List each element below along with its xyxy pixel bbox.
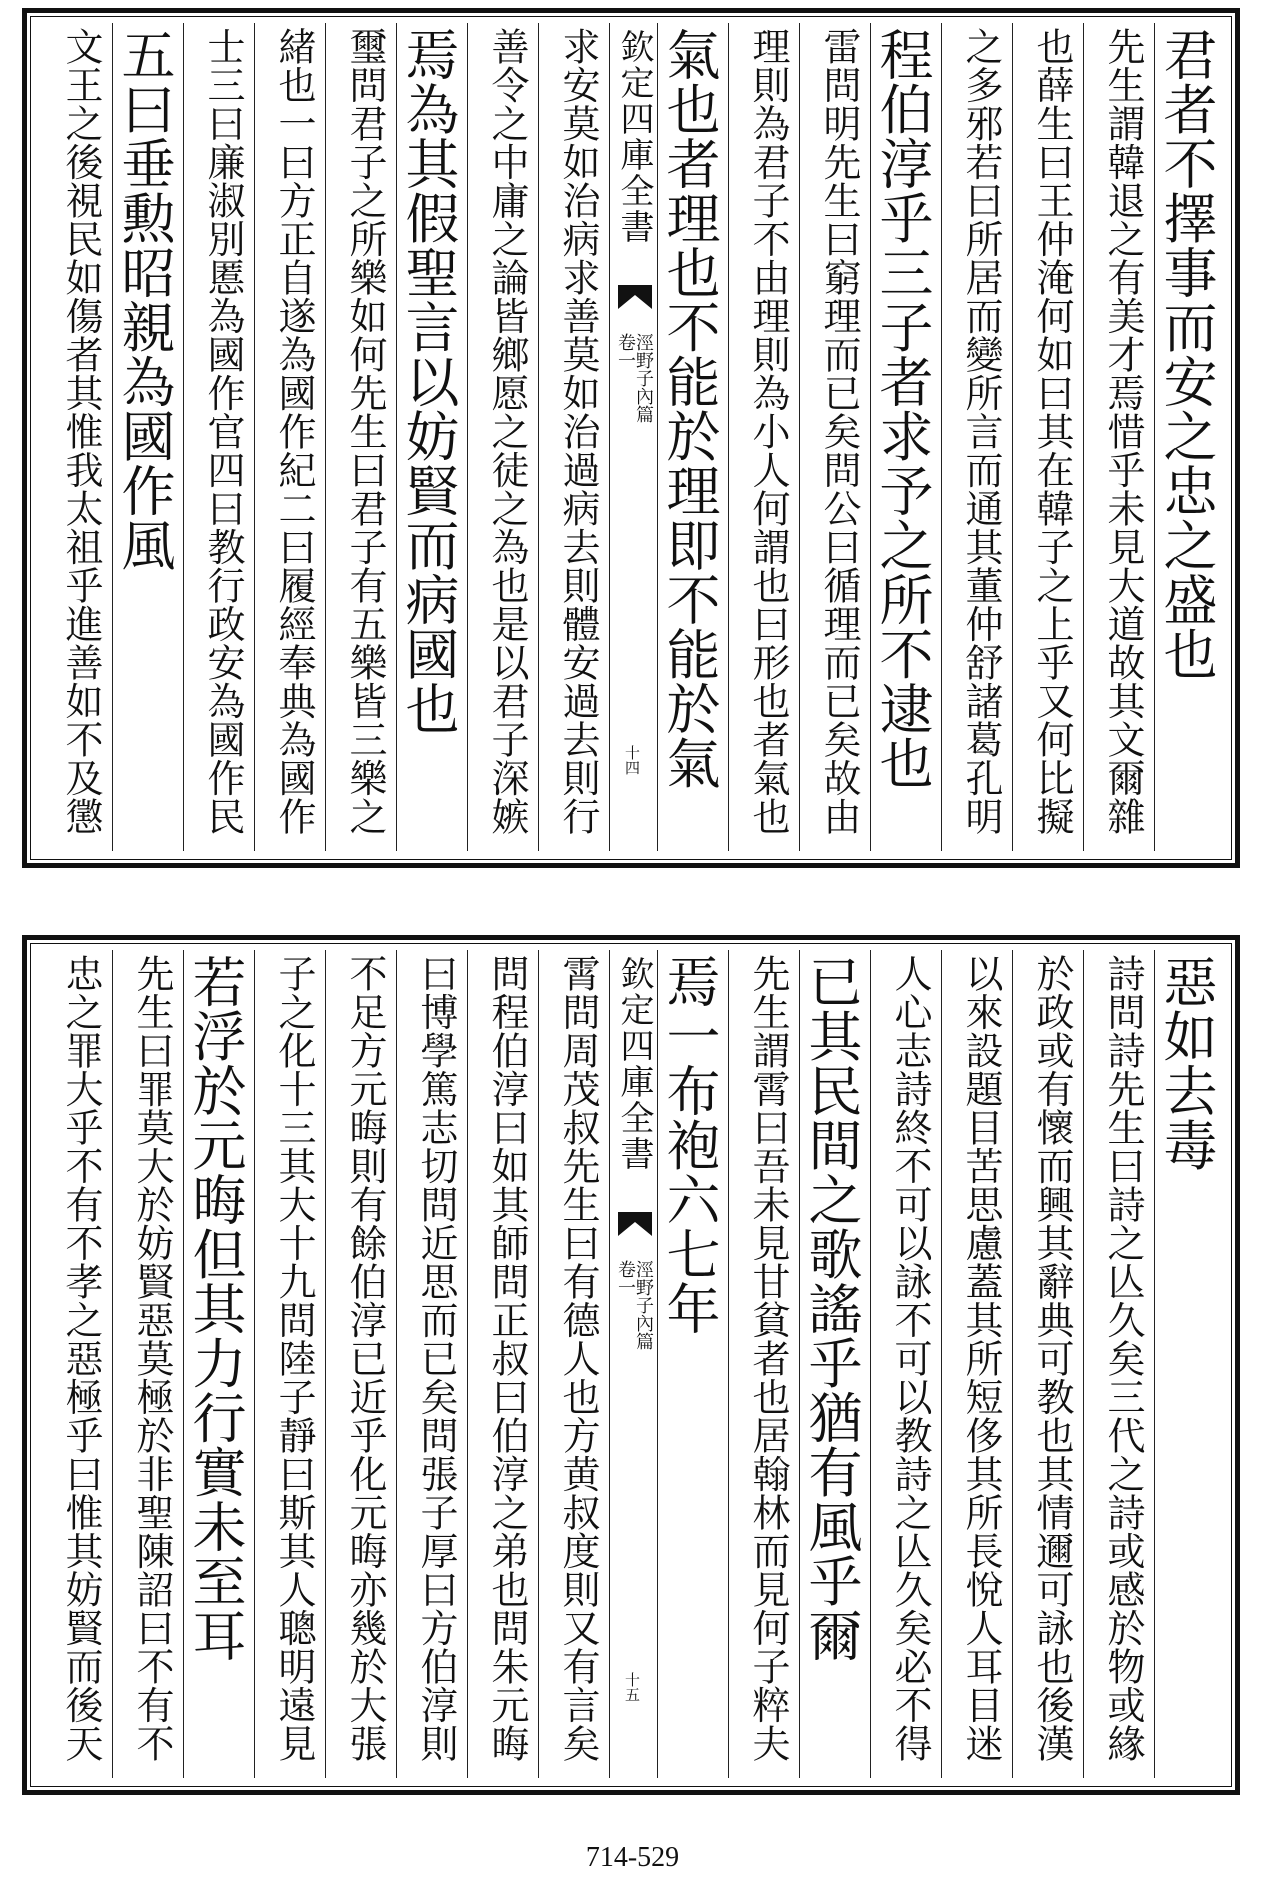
column-text: 不足方元晦則有餘伯淳已近乎化元晦亦幾於大張 — [343, 954, 387, 1763]
column-text: 焉為其假聖言以妨賢而病國也 — [397, 27, 460, 736]
column-text: 霄問周茂叔先生曰有德人也方黄叔度則又有言矣 — [556, 954, 600, 1763]
page-number: 714-529 — [585, 1842, 680, 1873]
book-title: 欽定四庫全書 — [614, 29, 654, 245]
text-column — [941, 23, 1012, 851]
text-column — [396, 950, 467, 1778]
text-column — [254, 950, 325, 1778]
text-column — [467, 950, 538, 1778]
column-text: 之多邪若曰所居而變所言而通其董仲舒諸葛孔明 — [959, 27, 1003, 836]
column-text: 雷問明先生曰窮理而已矣問公曰循理而已矣故由 — [817, 27, 861, 836]
bottom-page-panel — [22, 935, 1240, 1795]
text-column — [657, 950, 728, 1778]
text-column — [941, 950, 1012, 1778]
text-column — [870, 23, 941, 851]
column-text: 忠之罪大乎不有不孝之惡極乎曰惟其妨賢而後天 — [59, 954, 103, 1763]
center-fold-column — [609, 950, 657, 1778]
text-column — [325, 950, 396, 1778]
text-column — [728, 950, 799, 1778]
text-column — [183, 950, 254, 1778]
column-text: 君者不擇事而安之忠之盛也 — [1155, 27, 1218, 681]
text-column — [1083, 23, 1154, 851]
text-column — [1083, 950, 1154, 1778]
column-text: 以來設題目苦思慮蓋其所短侈其所長悅人耳目迷 — [959, 954, 1003, 1763]
column-text: 問程伯淳曰如其師問正叔曰伯淳之弟也問朱元晦 — [485, 954, 529, 1763]
column-text: 於政或有懷而興其辭典可教也其情邇可詠也後漢 — [1030, 954, 1074, 1763]
text-column — [1012, 23, 1083, 851]
fishtail-mark-icon — [618, 285, 652, 309]
column-text: 人心志詩終不可以詠不可以教詩之亾久矣必不得 — [888, 954, 932, 1763]
column-text: 程伯淳乎三子者求予之所不逮也 — [871, 27, 934, 790]
text-column — [183, 23, 254, 851]
column-text: 子之化十三其大十九問陸子靜曰斯其人聰明遠見 — [272, 954, 316, 1763]
column-text: 惡如去毒 — [1155, 954, 1218, 1172]
fishtail-mark-icon — [618, 1212, 652, 1236]
column-text: 若浮於元晦但其力行實未至耳 — [184, 954, 247, 1663]
center-fold-column — [609, 23, 657, 851]
text-column — [41, 950, 112, 1778]
text-column — [799, 950, 870, 1778]
column-text: 詩問詩先生曰詩之亾久矣三代之詩或感於物或緣 — [1101, 954, 1145, 1763]
text-column — [396, 23, 467, 851]
column-text: 善令之中庸之論皆鄉愿之徒之為也是以君子深嫉 — [485, 27, 529, 836]
column-text: 理則為君子不由理則為小人何謂也曰形也者氣也 — [746, 27, 790, 836]
top-page-panel — [22, 8, 1240, 868]
text-column — [112, 950, 183, 1778]
leaf-number: 十五 — [623, 1672, 641, 1702]
column-text: 文王之後視民如傷者其惟我太祖乎進善如不及懲 — [59, 27, 103, 836]
leaf-number: 十四 — [623, 745, 641, 775]
column-text: 先生曰罪莫大於妨賢惡莫極於非聖陳詔曰不有不 — [130, 954, 174, 1763]
text-column — [325, 23, 396, 851]
column-text: 也薛生曰王仲淹何如曰其在韓子之上乎又何比擬 — [1030, 27, 1074, 836]
text-column — [254, 23, 325, 851]
book-title: 欽定四庫全書 — [614, 956, 654, 1172]
text-column — [538, 950, 609, 1778]
column-text: 緒也一曰方正自遂為國作紀二曰履經奉典為國作 — [272, 27, 316, 836]
text-column — [538, 23, 609, 851]
text-column — [870, 950, 941, 1778]
text-column — [41, 23, 112, 851]
column-text: 求安莫如治病求善莫如治過病去則體安過去則行 — [556, 27, 600, 836]
text-column — [799, 23, 870, 851]
text-column — [1012, 950, 1083, 1778]
column-text: 士三曰廉淑別慝為國作官四曰教行政安為國作民 — [201, 27, 245, 836]
text-column — [1154, 950, 1225, 1778]
book-subtitle: 涇野子內篇 — [633, 1260, 654, 1350]
text-column — [657, 23, 728, 851]
column-text: 氣也者理也不能於理即不能於氣 — [658, 27, 721, 790]
column-text: 先生謂霄曰吾未見甘貧者也居翰林而見何子粹夫 — [746, 954, 790, 1763]
column-text: 已其民間之歌謠乎猶有風乎爾 — [800, 954, 863, 1663]
text-column — [728, 23, 799, 851]
text-column — [467, 23, 538, 851]
volume-label: 卷一 — [615, 1260, 636, 1296]
text-column — [112, 23, 183, 851]
column-text: 五曰垂勲昭親為國作風 — [113, 27, 176, 572]
book-subtitle: 涇野子內篇 — [633, 333, 654, 423]
column-text: 璽問君子之所樂如何先生曰君子有五樂皆三樂之 — [343, 27, 387, 836]
column-text: 曰博學篤志切問近思而已矣問張子厚曰方伯淳則 — [414, 954, 458, 1763]
column-text: 焉一布袍六七年 — [658, 954, 721, 1336]
text-column — [1154, 23, 1225, 851]
column-text: 先生謂韓退之有美才焉惜乎未見大道故其文爾雜 — [1101, 27, 1145, 836]
volume-label: 卷一 — [615, 333, 636, 369]
